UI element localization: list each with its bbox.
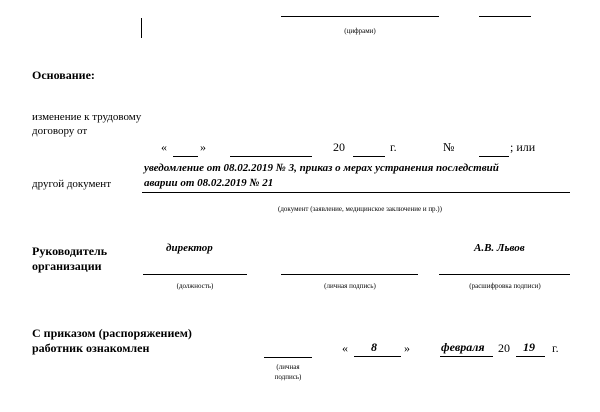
contract-number-sign: №	[443, 140, 455, 154]
ack-label-line1: С приказом (распоряжением)	[32, 326, 192, 340]
contract-year-prefix: 20	[333, 140, 345, 154]
caption-signature: (личная подпись)	[324, 282, 376, 290]
ack-day-value: 8	[371, 340, 377, 354]
head-position-value: директор	[166, 242, 213, 254]
top-field-line-2	[479, 16, 531, 17]
head-name-line	[439, 274, 570, 275]
caption-name: (расшифровка подписи)	[469, 282, 541, 290]
ack-month-value: февраля	[441, 340, 485, 354]
ack-caption-signature-line2: подпись)	[274, 373, 302, 381]
head-label-line2: организации	[32, 259, 102, 273]
ack-year-suffix: г.	[552, 341, 559, 355]
contract-label: изменение к трудовому договору от	[32, 111, 142, 137]
other-document-caption: (документ (заявление, медицинское заключение и пр.))	[278, 205, 442, 213]
contract-quote-open: «	[161, 140, 167, 154]
contract-or-text: ; или	[510, 140, 536, 154]
ack-quote-open: «	[342, 341, 348, 355]
caption-position: (должность)	[176, 282, 214, 290]
head-name-value: А.В. Львов	[474, 242, 525, 254]
contract-year-suffix: г.	[390, 140, 397, 154]
head-position-line	[143, 274, 247, 275]
head-label-line1: Руководитель	[32, 244, 108, 258]
contract-year-line	[353, 156, 385, 157]
ack-quote-close: »	[404, 341, 410, 355]
ack-month-line	[440, 356, 493, 357]
ack-year-line	[516, 356, 545, 357]
other-document-value-line2: аварии от 08.02.2019 № 21	[144, 177, 274, 189]
other-document-label: другой документ	[32, 178, 112, 190]
ack-signature-line	[264, 357, 312, 358]
ack-label-line2: работник ознакомлен	[32, 341, 150, 355]
other-document-value-line1: уведомление от 08.02.2019 № 3, приказ о мерах устранения последствий	[144, 162, 499, 174]
ack-day-line	[354, 356, 401, 357]
basis-heading: Основание:	[32, 68, 95, 82]
head-signature-line	[281, 274, 418, 275]
caption-digits: (цифрами)	[344, 27, 376, 35]
other-document-line	[142, 192, 570, 193]
ack-year-prefix: 20	[498, 341, 510, 355]
text-cursor-line	[141, 18, 142, 38]
ack-year-value: 19	[523, 340, 535, 354]
contract-number-line	[479, 156, 509, 157]
contract-quote-close: »	[200, 140, 206, 154]
contract-month-line	[230, 156, 312, 157]
contract-day-line	[173, 156, 198, 157]
top-field-line-1	[281, 16, 439, 17]
ack-caption-signature-line1: (личная	[276, 363, 300, 371]
